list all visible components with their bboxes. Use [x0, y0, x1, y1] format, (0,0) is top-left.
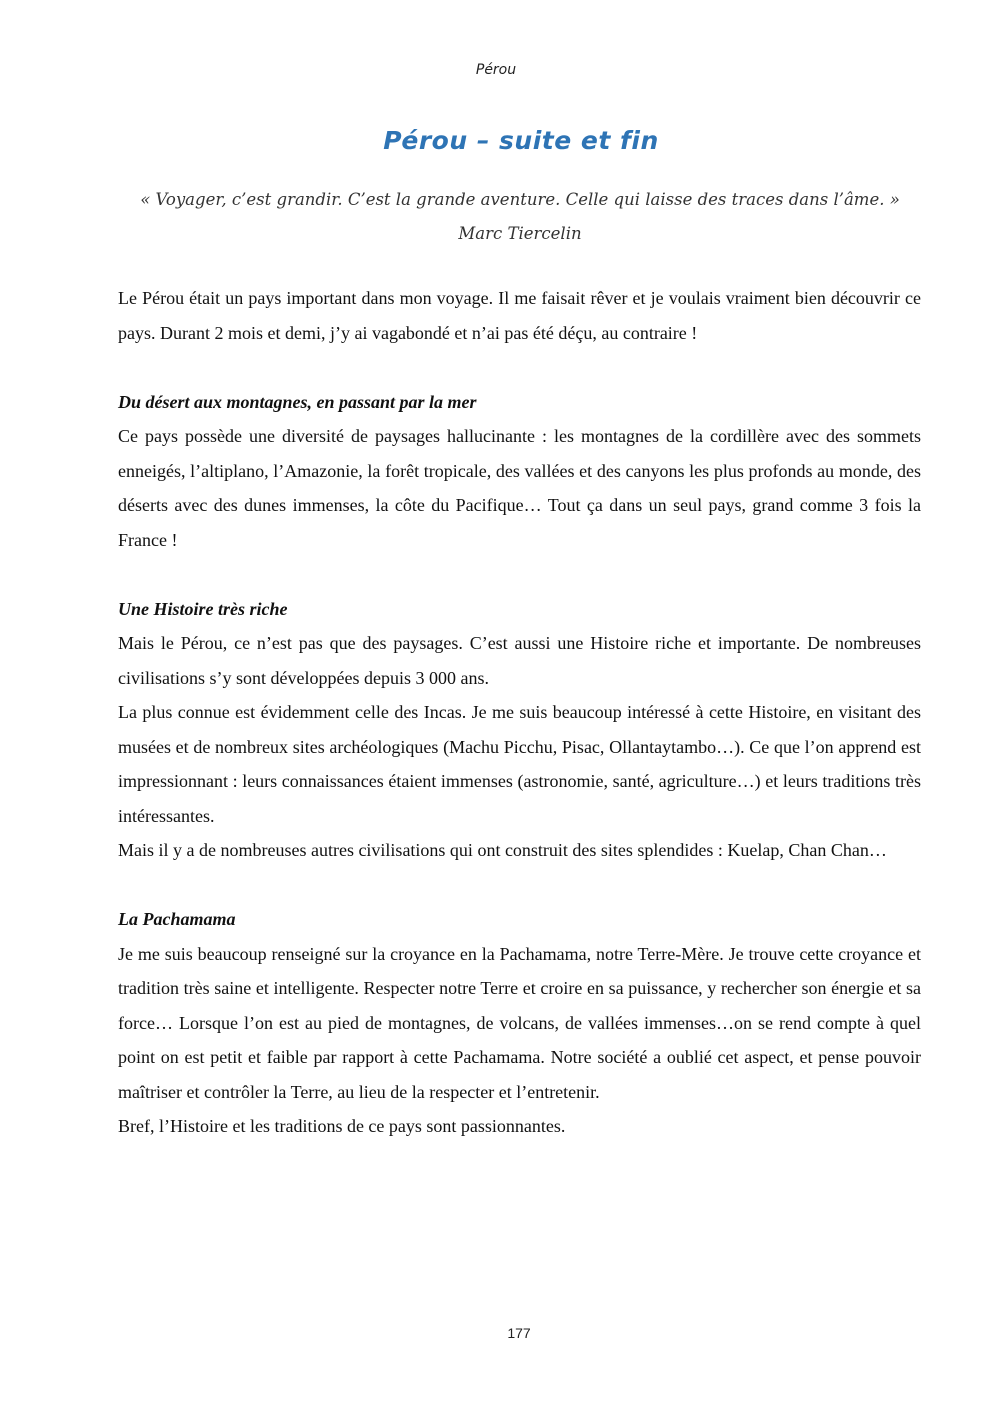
epigraph-quote: « Voyager, c’est grandir. C’est la grande aventure. Celle qui laisse des traces dans l’âme. »	[140, 190, 900, 209]
running-header: Pérou	[475, 62, 517, 78]
section-heading-pachamama: La Pachamama	[118, 909, 236, 929]
epigraph	[0, 183, 992, 251]
section-heading-histoire: Une Histoire très riche	[118, 598, 288, 619]
section-paragraph: Je me suis beaucoup renseigné sur la croyance en la Pachamama, notre Terre-Mère. Je trouve cette croyance et tradition très saine et intelligente. Respecter notre Terre et croire en sa puissance, y rechercher son énergie et sa force… Lorsque l’on est au pied de montagnes, de volcans, de vallées immenses…on se rend compte à quel point on est petit et faible par rapport à cette Pachamama. Notre société a oublié cet aspect, et pense pouvoir maîtriser et contrôler la Terre, au lieu de la respecter et l’entretenir.	[118, 943, 921, 1102]
section-paragraph: Ce pays possède une diversité de paysages hallucinante : les montagnes de la cordillère avec des sommets enneigés, l’altiplano, l’Amazonie, la forêt tropicale, des vallées et des canyons les plus profonds au monde, des déserts avec des dunes immenses, la côte du Pacifique… Tout ça dans un seul pays, grand comme 3 fois la France !	[118, 426, 921, 550]
section-paragraph: Mais il y a de nombreuses autres civilisations qui ont construit des sites splendides : Kuelap, Chan Chan…	[118, 840, 887, 860]
spacer	[118, 350, 921, 385]
spacer	[118, 557, 921, 592]
body-content	[118, 281, 921, 1144]
section-heading-desert: Du désert aux montagnes, en passant par la mer	[118, 391, 477, 412]
section-paragraph: La plus connue est évidemment celle des Incas. Je me suis beaucoup intéressé à cette Histoire, en visitant des musées et de nombreux sites archéologiques (Machu Picchu, Pisac, Ollantaytambo…). Ce que l’on apprend est impressionnant : leurs connaissances étaient immenses (astronomie, santé, agriculture…) et leurs traditions très intéressantes.	[118, 702, 921, 826]
section-paragraph: Mais le Pérou, ce n’est pas que des paysages. C’est aussi une Histoire riche et importante. De nombreuses civilisations s’y sont développées depuis 3 000 ans.	[118, 633, 921, 688]
intro-paragraph: Le Pérou était un pays important dans mon voyage. Il me faisait rêver et je voulais vraiment bien découvrir ce pays. Durant 2 mois et demi, j’y ai vagabondé et n’ai pas été déçu, au contraire !	[118, 288, 921, 343]
page-number: 177	[507, 1325, 531, 1341]
section-paragraph: Bref, l’Histoire et les traditions de ce pays sont passionnantes.	[118, 1116, 566, 1136]
spacer	[118, 868, 921, 903]
epigraph-author: Marc Tiercelin	[458, 224, 582, 243]
page-title: Pérou – suite et fin	[383, 126, 659, 155]
